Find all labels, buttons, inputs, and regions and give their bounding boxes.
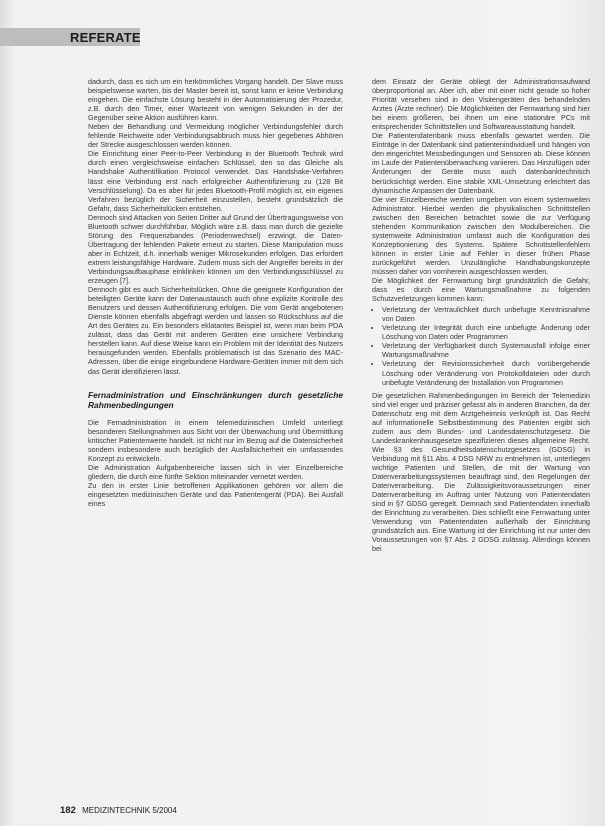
right-text-column (372, 77, 590, 553)
body-paragraph: Die vier Einzelbereiche werden umgeben von einem systemweiten Administrator. Hierbei werden die physikalischen Schnittstellen zwischen den Bereichen betrachtet sowie die zur Verfügung stehenden Kommunikation zwischen den Modulbereichen. Die systemweite Administration umfasst auch die Konfiguration des Konzeptionierung des Systems. Spätere Schnittstellenfehlern können in erster Linie auf Fehler in dieser frühen Phase zurückgeführt werden. Unzulängliche Handhabungskonzepte müssen daher von vornherein ausgeschlossen werden. (372, 194, 590, 276)
body-paragraph: Die Patientendatenbank muss ebenfalls gewartet werden. Die Einträge in der Datenbank sind patientenindividuell und hängen von den eingerichtet Messbedingungen und Sensoren ab. Diese können im Laufe der Patientenüberwachung variieren. Das Hinzufügen oder Änderungen der Geräte muss auch datenbanktechnisch berücksichtigt werden. Eine stabile XML-Umsetzung erleichtert das dynamische Anpassen der Datenbank. (372, 131, 590, 195)
body-paragraph: Die Möglichkeit der Fernwartung birgt grundsätzlich die Gefahr, dass es durch eine Wartungsmaßnahme zu folgenden Schutzverletzungen kommen kann: (372, 276, 590, 304)
body-paragraph: dem Einsatz der Geräte obliegt der Administrationsaufwand überproportional an. Aber ich, aber mit einer nicht gerade so hoher Priorität versehen sind in den Visitengeräten des behandelnden Arztes (Ärzte rechner). Die Möglichkeiten der Fernwartung sind hier bei einem größeren, bei ihnen um eine stationäre PCs mit entsprechender Schnittstellen und Softwareausstattung handelt. (372, 77, 590, 132)
bullet-item: • Verletzung der Vertraulichkeit durch unbefugte Kenntnisnahme von Daten (382, 305, 590, 323)
left-text-column (88, 77, 343, 508)
page-footer (60, 805, 177, 816)
bullet-item: • Verletzung der Integrität durch eine unbefugte Änderung oder Löschung von Daten oder Programmen (382, 323, 590, 341)
body-paragraph: Die Einrichtung einer Peer-to-Peer Verbindung in der Bluetooth Technik wird durch einen vergleichsweise einfachen Schlüssel, den so das Gleiche als Handshake Authentifikation Protocol verwendet. Das Handshake-Verfahren lässt eine Verbindung erst nach erfolgreicher Authentifizierung zu (128 Bit Verschlüsselung). Da es aber für jedes Bluetooth-Profil möglich ist, ein eigenes Verfahren bezüglich der Sicherheit einzustellen, besteht grundsätzlich die Gefahr, dass Sicherheitslücken entstehen. (88, 149, 343, 213)
page-number: 182 (60, 805, 76, 816)
bullet-item: • Verletzung der Verfügbarkeit durch Systemausfall infolge einer Wartungsmaßnahme (382, 341, 590, 359)
journal-name: MEDIZINTECHNIK 5/2004 (82, 806, 177, 815)
body-paragraph: Die gesetzlichen Rahmenbedingungen im Bereich der Telemedizin sind viel enger und präziser gefasst als in anderen Branchen, da der Datenschutz eng mit dem Arztgeheimnis verknüpft ist. Das Recht auf informationelle Selbstbestimmung des Patienten ergibt sich zudem aus dem Bundes- und Landesdatenschutzgesetz. Die Landeskrankenhausgesetze spezifizieren dieses allgemeine Recht. Wie §3 des Gesundheitsdatenschutzgesetzes (GDSG) in Verbindung mit §11 Abs. 4 DSG NRW zu entnehmen ist, unterliegen wichtige Patienten und Stellen, die mit der Wartung von Datenverarbeitungssystemen beauftragt sind, den Regelungen der Datenverarbeitung. Die Zulässigkeitsvoraussetzungen einer Datenverarbeitung im Auftrag unter Nutzung von Patientendaten sind in §7 GDSG geregelt. Demnach sind Patientendaten innerhalb der Einrichtung zu verarbeiten. Dies schließt eine Fernwartung unter Verwendung von Patientendaten außerhalb der Einrichtung grundsätzlich aus. Eine Wartung ist der Einrichtung ist nur unter den Voraussetzungen von §7 Abs. 2 GDSG zulässig. Allerdings können bei (372, 390, 590, 554)
body-paragraph: Dennoch sind Attacken von Seiten Dritter auf Grund der Übertragungsweise von Bluetooth schwer durchführbar. Möglich wäre z.B. dass man durch die gezielte Störung des Frequenzbandes (Periodenwechsel) erzwingt, die Daten-Übertragung der fehlenden Pakete erneut zu starten. Diese Manipulation muss aber in Echtzeit, d.h. innerhalb weniger Mikrosekunden erfolgen. Das erfordert extrem leistungsfähige Hardware. Zudem muss sich der Angreifer bereits in der Verbindungsaufbauphase einklinken können um den Verbindungsschlüssel zu erzeugen [7]. (88, 212, 343, 286)
body-paragraph: Neben der Behandlung und Vermeidung möglicher Verbindungsfehler durch fehlende Reichweite oder Verbindungsabbruch muss hier gegebenes Abhören der Strecke ausgeschlossen werden können. (88, 122, 343, 150)
section-label: REFERATE (70, 30, 141, 45)
body-paragraph: Die Fernadministration in einem telemedizinischen Umfeld unterliegt besonderen Stellungnahmen aus Sicht von der Überwachung und Übermittlung kritischer Patientenwerte handelt. ist nicht nur im Bezug auf die Datensicherheit sondern insbesondere auch bezüglich der Ausfallsicherheit ein umfassendes Konzept zu entwickeln. (88, 417, 343, 463)
body-paragraph: Zu den in erster Linie betroffenen Applikationen gehören vor allem die eingesetzten medizinischen Geräte und das Patientengerät (PDA). Bei Ausfall eines (88, 480, 343, 508)
body-paragraph: Dennoch gibt es auch Sicherheitslücken. Ohne die geeignete Konfiguration der beteiligten Geräte kann der Datenaustausch auch ohne explizite Kontrolle des Benutzers und dessen Authentifizierung erfolgen. Die vom Gerät angebotenen Dienste können ebenfalls abgefragt werden und lassen so Rückschluss auf die Art des Gerätes zu. Ein besonders eklatantes Beispiel ist, wenn man beim PDA zulässt, dass das Gerät mit anderen Geräten eine unsichere Verbindung herstellen kann. Auf diese Weise kann ein Problem mit der Identität des Nutzers herausgefunden werden. Ebenfalls problematisch ist das Szenario des MAC-Adressen, über die einige eingebundene Hardware-Geräten immer mit dem sich das Gerät identifizieren lässt. (88, 285, 343, 376)
risk-bullet-list (372, 305, 590, 386)
section-heading: Fernadministration und Einschränkungen durch gesetzliche Rahmenbedingungen (88, 389, 343, 410)
body-paragraph: Die Administration Aufgabenbereiche lassen sich in vier Einzelbereiche gliedern, die durch eine fünfte Sektion miteinander vernetzt werden. (88, 462, 343, 481)
body-paragraph: dadurch, dass es sich um ein herkömmliches Vorgang handelt. Der Slave muss beispielsweise warten, bis der Master bereit ist, sonst kann er keine Verbindung eingehen. Die einfachste Lösung besteht in der Automatisierung der Prozedur, z.B. durch den Timer, einer Wartezeit von wenigen Sekunden in der der Gegenüber seine Aktion ausführen kann. (88, 77, 343, 123)
bullet-item: • Verletzung der Revisionssicherheit durch vorübergehende Löschung oder Veränderung von Protokolldateien oder durch unbefugte Veränderung der Installation von Programmen (382, 359, 590, 386)
